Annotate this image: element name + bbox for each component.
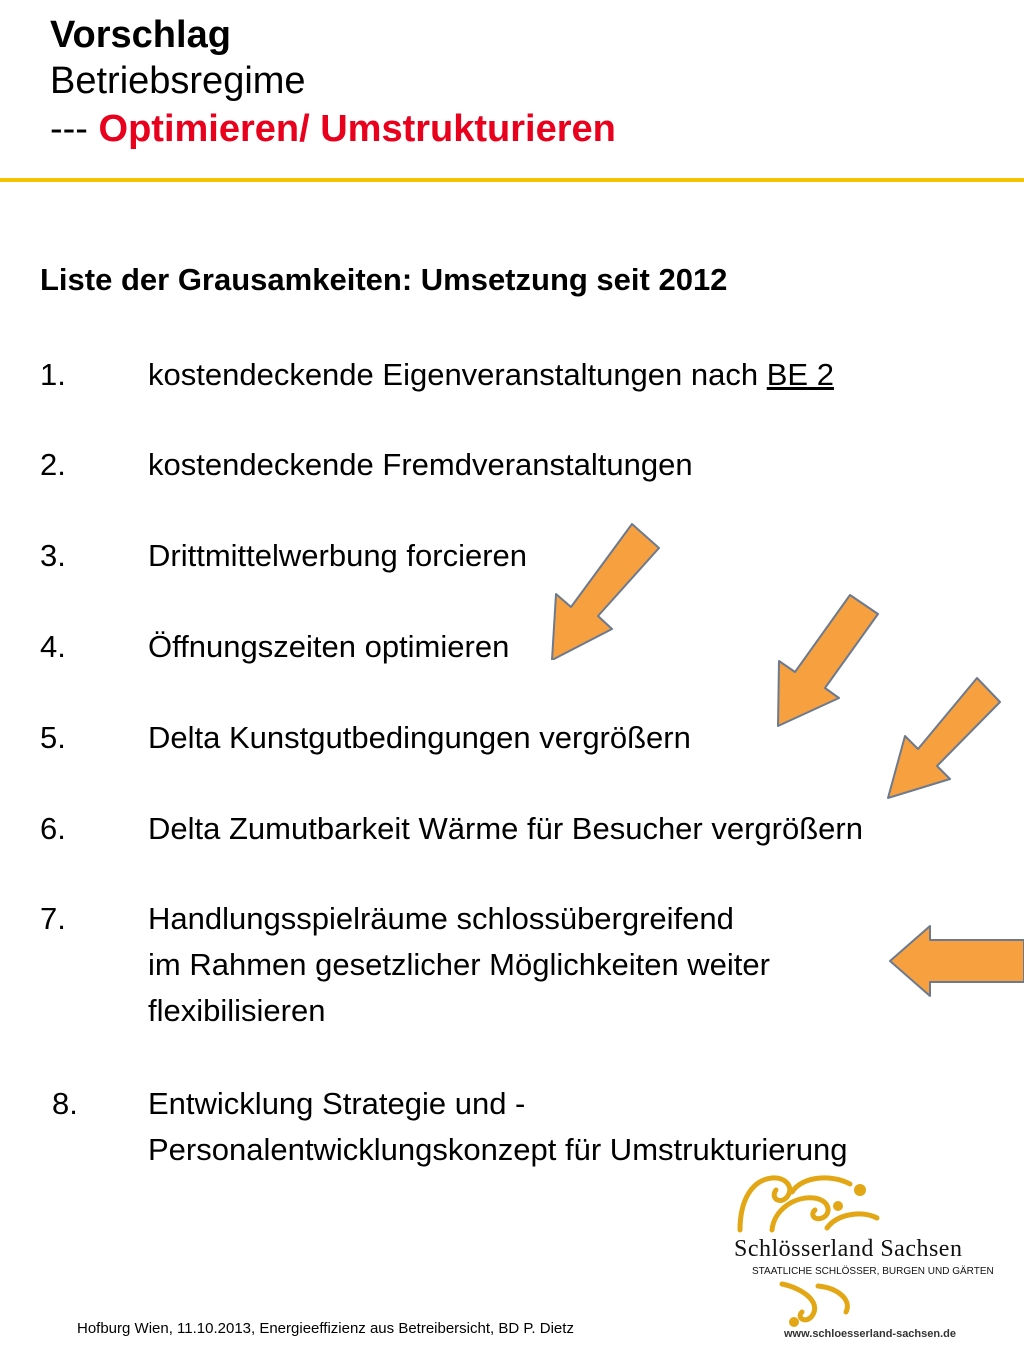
item-text: kostendeckende Fremdveranstaltungen <box>148 447 693 482</box>
logo-url: www.schloesserland-sachsen.de <box>784 1328 956 1340</box>
item-underlined: BE 2 <box>766 357 834 392</box>
arrow-down-left-icon <box>878 674 1006 802</box>
arrow-down-left-icon <box>540 518 665 660</box>
title-line-2: Betriebsregime <box>50 60 306 102</box>
item-number: 6. <box>40 811 66 846</box>
item-text: Delta Kunstgutbedingungen vergrößern <box>148 720 691 755</box>
item-text-line: Handlungsspielräume schlossübergreifend <box>148 901 734 936</box>
title-line-3 <box>50 104 616 154</box>
item-text: Delta Zumutbarkeit Wärme für Besucher vergrößern <box>148 811 863 846</box>
item-text-line: im Rahmen gesetzlicher Möglichkeiten weiter <box>148 947 770 982</box>
item-text-line: Personalentwicklungskonzept für Umstrukturierung <box>148 1132 848 1167</box>
logo-subtitle: STAATLICHE SCHLÖSSER, BURGEN UND GÄRTEN <box>752 1266 994 1277</box>
item-number: 8. <box>52 1086 78 1121</box>
item-text: Drittmittelwerbung forcieren <box>148 538 528 573</box>
ornament-icon <box>732 1170 998 1240</box>
item-text-line: flexibilisieren <box>148 993 326 1028</box>
item-number: 4. <box>40 629 66 664</box>
item-number: 1. <box>40 357 66 392</box>
logo-name: Schlösserland Sachsen <box>734 1236 963 1262</box>
item-text: Öffnungszeiten optimieren <box>148 629 510 664</box>
list-heading: Liste der Grausamkeiten: Umsetzung seit 2012 <box>40 262 728 297</box>
item-text: kostendeckende Eigenveranstaltungen nach BE 2 <box>148 357 834 392</box>
footer-text: Hofburg Wien, 11.10.2013, Energieeffizienz aus Betreibersicht, BD P. Dietz <box>77 1320 574 1337</box>
item-number: 3. <box>40 538 66 573</box>
logo <box>732 1170 998 1340</box>
slide-title <box>50 12 616 154</box>
item-text-line: Entwicklung Strategie und - <box>148 1086 526 1121</box>
ornament-bottom-icon <box>772 1278 862 1328</box>
item-number: 7. <box>40 901 66 936</box>
title-divider <box>0 178 1024 182</box>
title-prefix: --- <box>50 108 99 150</box>
arrow-down-left-icon <box>762 592 886 728</box>
title-line-1: Vorschlag <box>50 14 231 56</box>
arrow-left-icon <box>886 922 1024 1000</box>
title-highlight: Optimieren/ Umstrukturieren <box>98 108 616 150</box>
item-number: 5. <box>40 720 66 755</box>
item-number: 2. <box>40 447 66 482</box>
